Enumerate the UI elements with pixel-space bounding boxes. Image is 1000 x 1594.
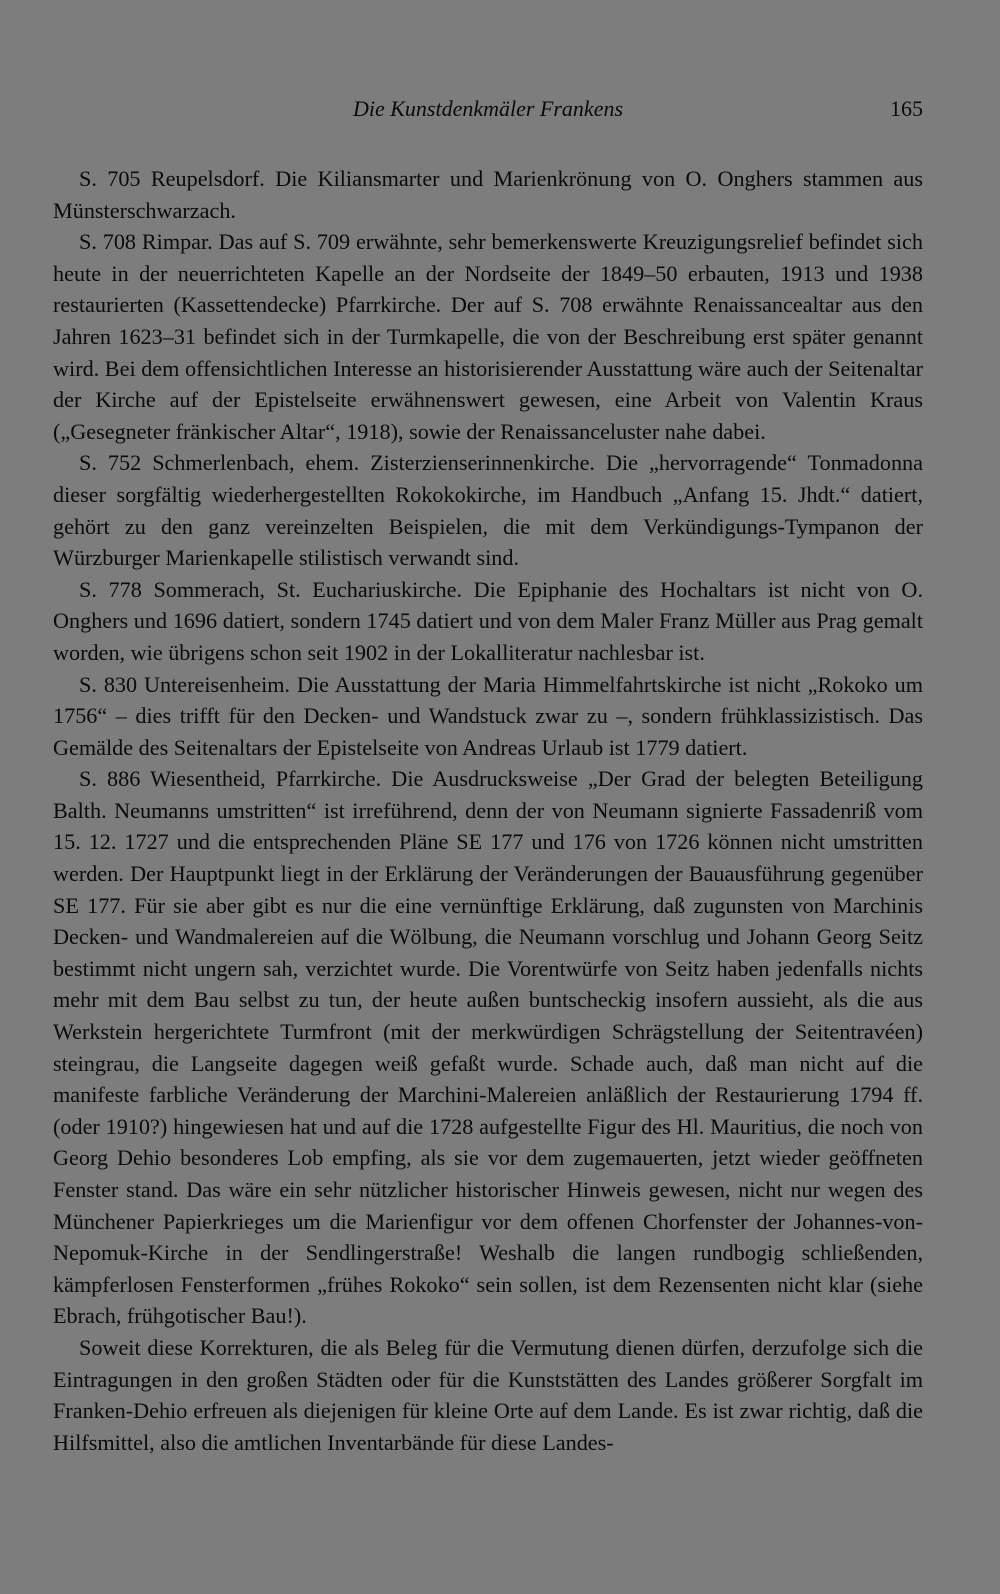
paragraph-wiesentheid: S. 886 Wiesentheid, Pfarrkirche. Die Ausdrucksweise „Der Grad der belegten Beteiligung Balth. Neumanns umstritten“ ist irreführend, denn der von Neumann signierte Fassadenriß vom 15. 12. 1727 und die entsprechenden Pläne SE 177 und 176 von 1726 können nicht umstritten werden. Der Hauptpunkt liegt in der Erklärung der Veränderungen der Bauausführung gegenüber SE 177. Für sie aber gibt es nur die eine vernünftige Erklärung, daß zugunsten von Marchinis Decken- und Wandmalereien auf die Wölbung, die Neumann vorschlug und Johann Georg Seitz bestimmt nicht ungern sah, verzichtet wurde. Die Vorentwürfe von Seitz haben jedenfalls nichts mehr mit dem Bau selbst zu tun, der heute außen buntscheckig insofern aussieht, als die aus Werkstein hergerichtete Turmfront (mit der merkwürdigen Schrägstellung der Seitentravéen) steingrau, die Langseite dagegen weiß gefaßt wurde. Schade auch, daß man nicht auf die manifeste farbliche Veränderung der Marchini-Malereien anläßlich der Restaurierung 1794 ff. (oder 1910?) hingewiesen hat und auf die 1728 aufgestellte Figur des Hl. Mauritius, die noch von Georg Dehio besonderes Lob empfing, als sie vor dem zugemauerten, jetzt wieder geöffneten Fenster stand. Das wäre ein sehr nützlicher historischer Hinweis gewesen, nicht nur wegen des Münchener Papierkrieges um die Marienfigur vor dem offenen Chorfenster der Johannes-von-Nepomuk-Kirche in der Sendlingerstraße! Weshalb die langen rundbogig schließenden, kämpferlosen Fensterformen „frühes Rokoko“ sein sollen, ist dem Rezensenten nicht klar (siehe Ebrach, frühgotischer Bau!). <box>53 766 923 1329</box>
paragraph-conclusion: Soweit diese Korrekturen, die als Beleg für die Vermutung dienen dürfen, derzufolge sich die Eintragungen in den großen Städten oder für die Kunststätten des Landes größerer Sorgfalt im Franken-Dehio erfreuen als diejenigen für kleine Orte auf dem Lande. Es ist zwar richtig, daß die Hilfsmittel, also die amtlichen Inventarbände für diese Landes- <box>53 1334 923 1455</box>
body-text <box>53 163 923 1458</box>
page-header <box>53 96 923 130</box>
paragraph-schmerlenbach: S. 752 Schmerlenbach, ehem. Zisterzienserinnenkirche. Die „hervorragende“ Tonmadonna dieser sorgfältig wiederhergestellten Rokokokirche, im Handbuch „Anfang 15. Jhdt.“ datiert, gehört zu den ganz vereinzelten Beispielen, die mit dem Verkündigungs-Tympanon der Würzburger Marienkapelle stilistisch verwandt sind. <box>53 450 923 571</box>
paragraph-rimpar: S. 708 Rimpar. Das auf S. 709 erwähnte, sehr bemerkenswerte Kreuzigungsrelief befindet sich heute in der neuerrichteten Kapelle an der Nordseite der 1849–50 erbauten, 1913 und 1938 restaurierten (Kassettendecke) Pfarrkirche. Der auf S. 708 erwähnte Renaissancealtar aus den Jahren 1623–31 befindet sich in der Turmkapelle, die von der Beschreibung erst später genannt wird. Bei dem offensichtlichen Interesse an historisierender Ausstattung wäre auch der Seitenaltar der Kirche auf der Epistelseite erwähnenswert gewesen, eine Arbeit von Valentin Kraus („Gesegneter fränkischer Altar“, 1918), sowie der Renaissanceluster nahe dabei. <box>53 229 923 444</box>
paragraph-untereisenheim: S. 830 Untereisenheim. Die Ausstattung der Maria Himmelfahrtskirche ist nicht „Rokoko um 1756“ – dies trifft für den Decken- und Wandstuck zwar zu –, sondern frühklassizistisch. Das Gemälde des Seitenaltars der Epistelseite von Andreas Urlaub ist 1779 datiert. <box>53 671 923 760</box>
paragraph-sommerach: S. 778 Sommerach, St. Euchariuskirche. Die Epiphanie des Hochaltars ist nicht von O. Onghers und 1696 datiert, sondern 1745 datiert und von dem Maler Franz Müller aus Prag gemalt worden, wie übrigens schon seit 1902 in der Lokalliteratur nachlesbar ist. <box>53 576 923 665</box>
paragraph-reupelsdorf: S. 705 Reupelsdorf. Die Kiliansmarter und Marienkrönung von O. Onghers stammen aus Münsterschwarzach. <box>53 166 923 223</box>
page-number: 165 <box>890 96 923 121</box>
running-title: Die Kunstdenkmäler Frankens <box>352 96 624 121</box>
